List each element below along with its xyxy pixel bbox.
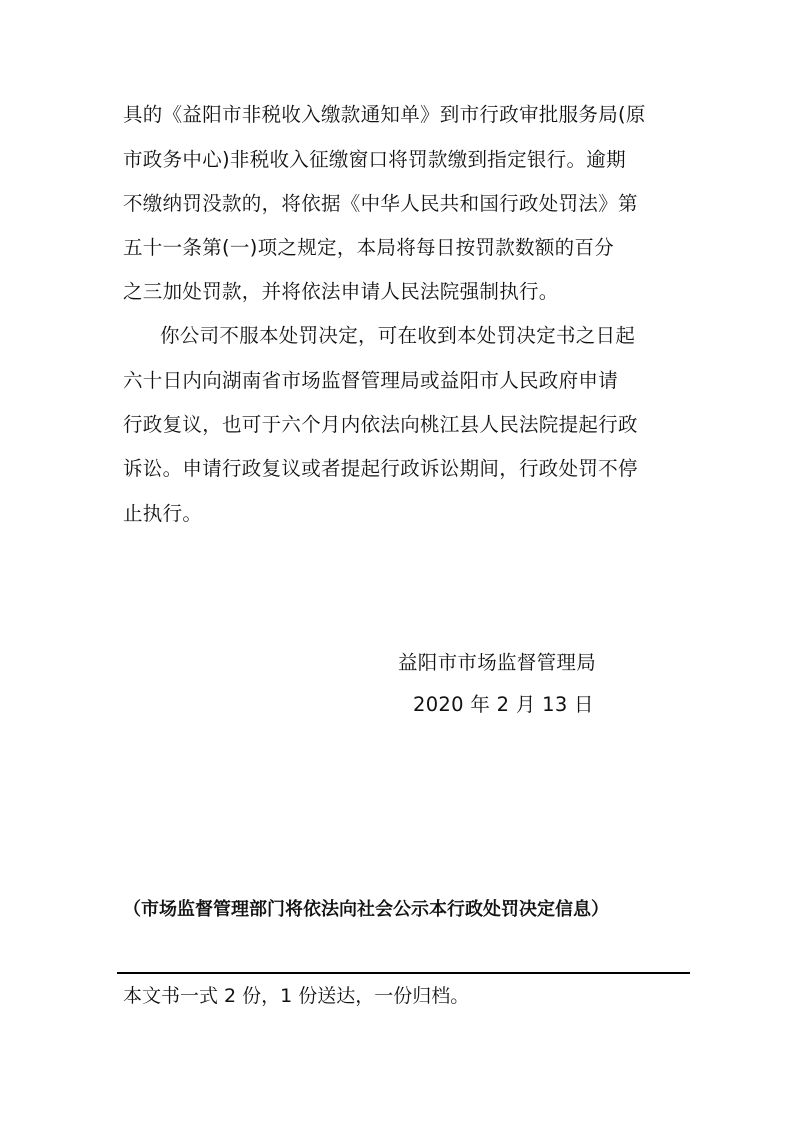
text-line: 止执行。	[123, 502, 203, 525]
text-line: 行政复议，也可于六个月内依法向桃江县人民法院提起行政	[123, 413, 638, 436]
text-line: 你公司不服本处罚决定，可在收到本处罚决定书之日起	[160, 324, 636, 347]
text-line: 六十日内向湖南省市场监督管理局或益阳市人民政府申请	[123, 369, 619, 392]
text-line: 具的《益阳市非税收入缴款通知单》到市行政审批服务局(原	[123, 103, 646, 126]
copies-note: 本文书一式 2 份，1 份送达，一份归档。	[123, 985, 470, 1007]
text-line: 五十一条第(一)项之规定，本局将每日按罚款数额的百分	[123, 236, 615, 259]
text-line: 市政务中心)非税收入征缴窗口将罚款缴到指定银行。逾期	[123, 148, 626, 171]
issue-date: 2020 年 2 月 13 日	[413, 693, 594, 716]
text-line: 诉讼。申请行政复议或者提起行政诉讼期间，行政处罚不停	[123, 457, 638, 480]
public-notice: （市场监督管理部门将依法向社会公示本行政处罚决定信息）	[123, 899, 609, 920]
issuing-authority: 益阳市市场监督管理局	[398, 651, 597, 674]
text-line: 之三加处罚款，并将依法申请人民法院强制执行。	[123, 280, 559, 303]
text-line: 不缴纳罚没款的，将依据《中华人民共和国行政处罚法》第	[123, 192, 638, 215]
footer-divider	[117, 972, 690, 974]
